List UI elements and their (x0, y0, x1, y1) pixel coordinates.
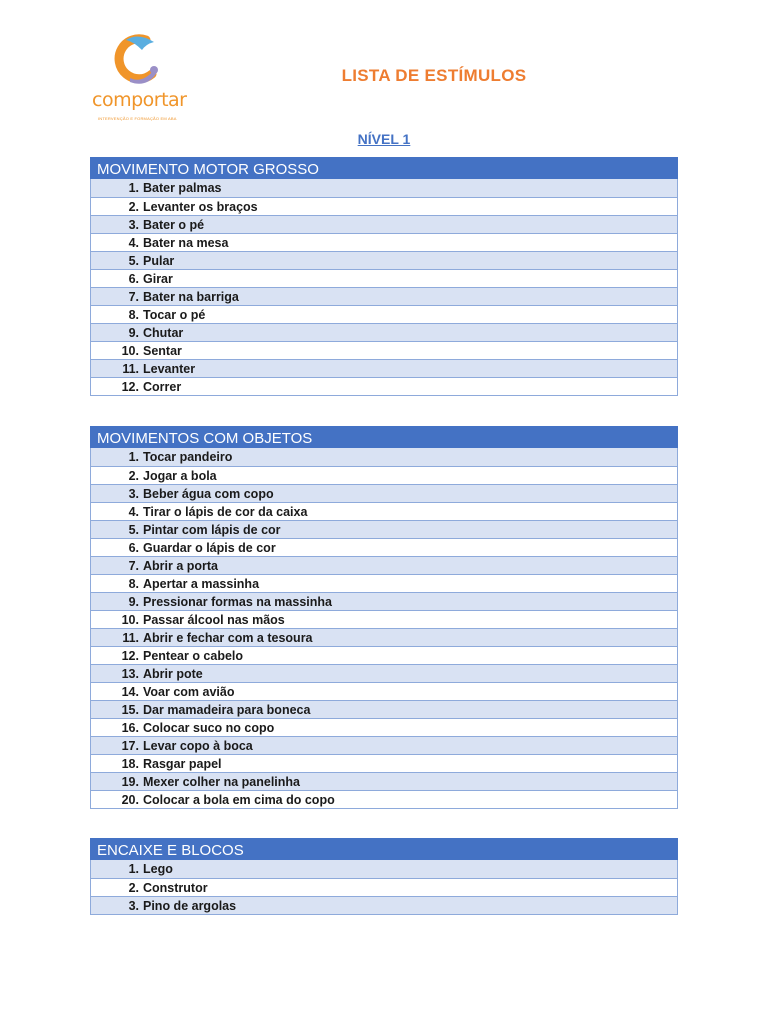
list-item (91, 359, 677, 377)
list-item (91, 736, 677, 754)
item-number: 12. (121, 380, 139, 394)
list-item (91, 287, 677, 305)
item-number: 10. (121, 613, 139, 627)
list-item (91, 197, 677, 215)
item-text: Voar com avião (143, 685, 235, 699)
item-number: 3. (128, 899, 139, 913)
list-item (91, 718, 677, 736)
item-number: 1. (128, 862, 139, 876)
item-text: Passar álcool nas mãos (143, 613, 285, 627)
item-text: Pino de argolas (143, 899, 237, 913)
list-item (91, 878, 677, 896)
item-text: Apertar a massinha (143, 577, 260, 591)
item-number: 4. (128, 505, 139, 519)
item-number: 11. (122, 631, 139, 645)
item-text: Guardar o lápis de cor (143, 541, 276, 555)
brand-name: comportar (92, 89, 187, 111)
item-text: Pintar com lápis de cor (143, 523, 281, 537)
item-number: 19. (121, 775, 139, 789)
item-number: 18. (121, 757, 139, 771)
list-item (91, 790, 677, 808)
list-item (91, 538, 677, 556)
item-text: Chutar (143, 326, 184, 340)
item-number: 7. (128, 559, 139, 573)
item-number: 15. (121, 703, 139, 717)
item-text: Correr (143, 380, 182, 394)
item-number: 8. (128, 308, 139, 322)
list-item (91, 179, 677, 197)
list-item (91, 574, 677, 592)
list-item (91, 896, 677, 914)
item-text: Construtor (143, 881, 208, 895)
item-number: 2. (128, 881, 139, 895)
list-item (91, 341, 677, 359)
item-text: Colocar a bola em cima do copo (143, 793, 335, 807)
item-number: 1. (128, 181, 139, 195)
item-text: Bater o pé (143, 218, 205, 232)
list-item (91, 772, 677, 790)
level-heading: NÍVEL 1 (357, 131, 411, 147)
item-text: Abrir pote (143, 667, 203, 681)
item-number: 7. (128, 290, 139, 304)
item-number: 9. (128, 326, 139, 340)
item-text: Levanter os braços (143, 200, 258, 214)
stimulus-section (90, 157, 678, 396)
section-heading: ENCAIXE E BLOCOS (90, 838, 678, 860)
section-heading: MOVIMENTO MOTOR GROSSO (90, 157, 678, 179)
list-item (91, 520, 677, 538)
item-text: Mexer colher na panelinha (143, 775, 300, 789)
item-number: 1. (128, 450, 139, 464)
list-item (91, 628, 677, 646)
stimulus-list (90, 448, 678, 809)
list-item (91, 754, 677, 772)
list-item (91, 448, 677, 466)
item-number: 12. (121, 649, 139, 663)
list-item (91, 484, 677, 502)
item-number: 6. (128, 272, 139, 286)
item-text: Beber água com copo (143, 487, 274, 501)
list-item (91, 700, 677, 718)
item-number: 20. (121, 793, 139, 807)
item-number: 13. (121, 667, 139, 681)
list-item (91, 682, 677, 700)
list-item (91, 269, 677, 287)
list-item (91, 323, 677, 341)
list-item (91, 646, 677, 664)
list-item (91, 377, 677, 395)
item-text: Tocar o pé (143, 308, 206, 322)
item-number: 5. (128, 523, 139, 537)
item-number: 8. (128, 577, 139, 591)
stimulus-list (90, 860, 678, 915)
item-text: Pressionar formas na massinha (143, 595, 332, 609)
list-item (91, 215, 677, 233)
item-number: 10. (121, 344, 139, 358)
item-text: Bater na mesa (143, 236, 229, 250)
list-item (91, 610, 677, 628)
list-item (91, 592, 677, 610)
list-item (91, 466, 677, 484)
item-number: 3. (128, 487, 139, 501)
item-text: Pentear o cabelo (143, 649, 244, 663)
list-item (91, 860, 677, 878)
item-text: Dar mamadeira para boneca (143, 703, 311, 717)
item-number: 14. (121, 685, 139, 699)
item-text: Tocar pandeiro (143, 450, 233, 464)
list-item (91, 502, 677, 520)
item-number: 3. (128, 218, 139, 232)
item-number: 17. (121, 739, 139, 753)
item-text: Girar (143, 272, 173, 286)
item-text: Bater palmas (143, 181, 222, 195)
item-text: Lego (143, 862, 173, 876)
stimulus-section (90, 426, 678, 809)
list-item (91, 233, 677, 251)
item-number: 6. (128, 541, 139, 555)
list-item (91, 305, 677, 323)
list-item (91, 664, 677, 682)
item-text: Tirar o lápis de cor da caixa (143, 505, 308, 519)
item-number: 5. (128, 254, 139, 268)
item-text: Abrir e fechar com a tesoura (143, 631, 313, 645)
stimulus-list (90, 179, 678, 396)
list-item (91, 556, 677, 574)
item-text: Levanter (143, 362, 196, 376)
item-text: Jogar a bola (143, 469, 217, 483)
brand-tagline: INTERVENÇÃO E FORMAÇÃO EM ABA (98, 116, 177, 121)
item-text: Pular (143, 254, 175, 268)
item-number: 9. (128, 595, 139, 609)
list-item (91, 251, 677, 269)
document-title: LISTA DE ESTÍMULOS (341, 66, 527, 85)
item-number: 16. (121, 721, 139, 735)
item-text: Colocar suco no copo (143, 721, 275, 735)
item-text: Abrir a porta (143, 559, 219, 573)
item-text: Levar copo à boca (143, 739, 253, 753)
item-text: Bater na barriga (143, 290, 239, 304)
item-number: 2. (128, 469, 139, 483)
item-number: 11. (122, 362, 139, 376)
item-text: Sentar (143, 344, 182, 358)
stimulus-section (90, 838, 678, 915)
item-text: Rasgar papel (143, 757, 222, 771)
section-heading: MOVIMENTOS COM OBJETOS (90, 426, 678, 448)
item-number: 4. (128, 236, 139, 250)
item-number: 2. (128, 200, 139, 214)
